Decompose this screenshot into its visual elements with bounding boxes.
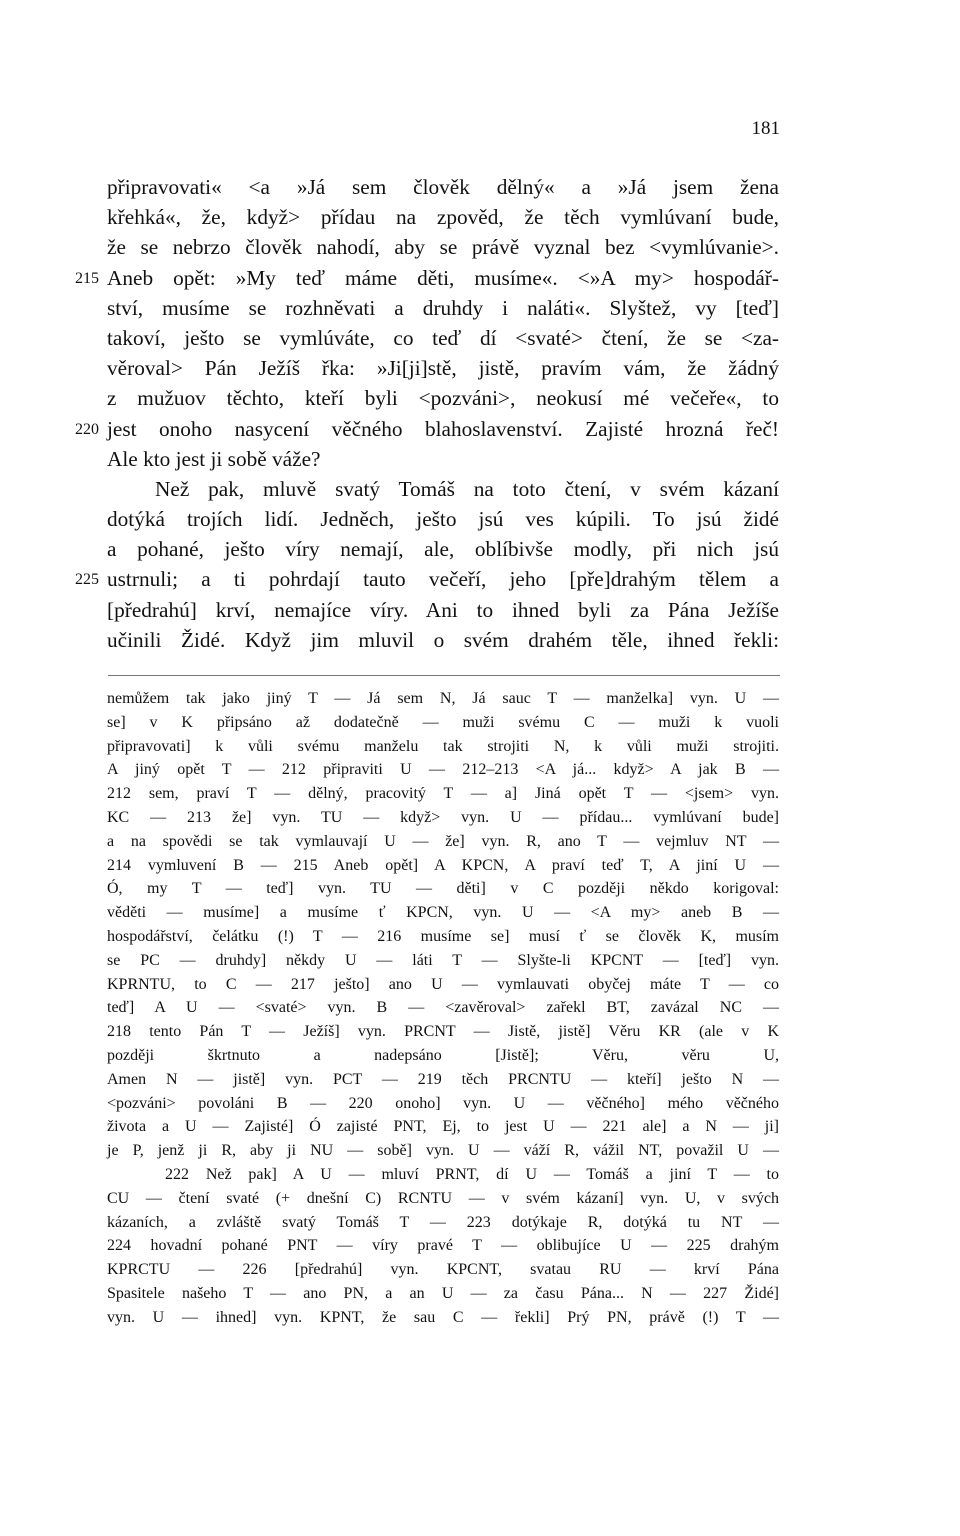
footnote-line: 212 sem, praví T — dělný, pracovitý T — a] Jiná opět T — <jsem> vyn. [107, 785, 779, 803]
line-number: 225 [75, 571, 99, 589]
footnote-line: připravovati] k vůli svému manželu tak strojiti N, k vůli muži strojiti. [107, 737, 779, 755]
footnote-line: kázaních, a zvláště svatý Tomáš T — 223 dotýkaje R, dotýká tu NT — [107, 1213, 779, 1231]
footnote-line: je P, jenž ji R, aby ji NU — sobě] vyn. U — váží R, vážil NT, považil U — [107, 1142, 779, 1160]
footnote-line: KPRCTU — 226 [předrahú] vyn. KPCNT, svatau RU — krví Pána [107, 1261, 779, 1279]
line-text: [předrahú] krví, nemajíce víry. Ani to ihned byli za Pána Ježíše [107, 597, 779, 622]
footnote-line: věděti — musíme] a musíme ť KPCN, vyn. U — <A my> aneb B — [107, 904, 779, 922]
footnote-line: KC — 213 že] vyn. TU — když> vyn. U — přídau... vymlúvaní bude] [107, 808, 779, 826]
line-number: 215 [75, 269, 99, 287]
text-line [107, 595, 779, 625]
text-line [75, 414, 779, 444]
text-line [75, 564, 779, 594]
line-text: že se nebrzo člověk nahodí, aby se právě vyznal bez <vymlúvanie>. [107, 235, 779, 260]
line-text: a pohané, ješto víry nemají, ale, oblíbivše modly, při nich jsú [107, 537, 779, 562]
footnote-line: hospodářství, čelátku (!) T — 216 musíme se] musí ť se člověk K, musím [107, 927, 779, 945]
line-text: ství, musíme se rozhněvati a druhdy i naláti«. Slyštež, vy [teď] [107, 295, 779, 320]
text-line [107, 504, 779, 534]
text-line [107, 202, 779, 232]
line-text: z mužuov těchto, kteří byli <pozváni>, neokusí mé večeře«, to [107, 386, 779, 411]
line-text: věroval> Pán Ježíš řka: »Ji[ji]stě, jistě, pravím vám, že žádný [107, 356, 779, 381]
line-text: křehká«, že, když> přídau na zpověd, že těch vymlúvaní bude, [107, 205, 779, 230]
line-text: učinili Židé. Když jim mluvil o svém drahém těle, ihned řekli: [107, 627, 779, 652]
footnote-line: nemůžem tak jako jiný T — Já sem N, Já sauc T — manželka] vyn. U — [107, 690, 779, 707]
text-line [107, 323, 779, 353]
line-text: jest onoho nasycení věčného blahoslavenství. Zajisté hrozná řeč! [107, 416, 779, 441]
footnote-line: 218 tento Pán T — Ježíš] vyn. PRCNT — Jistě, jistě] Věru KR (ale v K [107, 1023, 779, 1041]
page-number: 181 [751, 118, 780, 139]
text-line [107, 172, 779, 202]
text-line [107, 353, 779, 383]
footnote-line: 224 hovadní pohané PNT — víry pravé T — oblibujíce U — 225 drahým [107, 1237, 779, 1255]
footnote-line: života a U — Zajisté] Ó zajisté PNT, Ej, to jest U — 221 ale] a N — ji] [107, 1118, 779, 1136]
line-text: dotýká trojích lidí. Jedněch, ješto jsú ves kúpili. To jsú židé [107, 507, 779, 532]
footnote-line: Spasitele našeho T — ano PN, a an U — za času Pána... N — 227 Židé] [107, 1284, 779, 1302]
text-line [107, 232, 779, 262]
main-text [75, 172, 779, 655]
footnote-line: KPRNTU, to C — 217 ješto] ano U — vymlauvati obyčej máte T — co [107, 975, 779, 993]
line-text: Aneb opět: »My teď máme děti, musíme«. <»A my> hospodář- [107, 265, 779, 290]
text-line [75, 263, 779, 293]
footnote-line: vyn. U — ihned] vyn. KPNT, že sau C — řekli] Prý PN, právě (!) T — [107, 1308, 779, 1326]
line-text: připravovati« <a »Já sem člověk dělný« a »Já jsem žena [107, 175, 779, 199]
line-text: Ale kto jest ji sobě váže? [107, 446, 321, 471]
footnote-line: se PC — druhdy] někdy U — láti T — Slyšte-li KPCNT — [teď] vyn. [107, 951, 779, 969]
footnote-line: 222 Než pak] A U — mluví PRNT, dí U — Tomáš a jiní T — to [165, 1165, 779, 1183]
line-text: ustrnuli; a ti pohrdají tauto večeří, jeho [pře]drahým tělem a [107, 567, 779, 592]
text-line [107, 293, 779, 323]
footnote-divider [108, 675, 780, 676]
line-number: 220 [75, 420, 99, 438]
footnote-line: 214 vymluvení B — 215 Aneb opět] A KPCN, A praví teď T, A jiní U — [107, 856, 779, 874]
footnote-line: později škrtnuto a nadepsáno [Jistě]; Věru, věru U, [107, 1046, 779, 1064]
footnote-line: Ó, my T — teď] vyn. TU — děti] v C později někdo korigoval: [107, 880, 779, 898]
footnote-line: <pozváni> povoláni B — 220 onoho] vyn. U — věčného] mého věčného [107, 1094, 779, 1112]
footnote-line: se] v K připsáno až dodatečně — muži svému C — muži k vuoli [107, 713, 779, 731]
footnote-line: a na spovědi se tak vymlauvají U — že] vyn. R, ano T — vejmluv NT — [107, 832, 779, 850]
footnote-line: teď] A U — <svaté> vyn. B — <zavěroval> zařekl BT, zavázal NC — [107, 999, 779, 1017]
text-line [107, 534, 779, 564]
footnote-line: A jiný opět T — 212 připraviti U — 212–213 <A já... když> A jak B — [107, 761, 779, 779]
line-text: takoví, ješto se vymlúváte, co teď dí <svaté> čtení, že se <za- [107, 325, 779, 350]
text-line [107, 444, 779, 474]
text-line [107, 625, 779, 655]
footnote-line: Amen N — jistě] vyn. PCT — 219 těch PRCNTU — kteří] ješto N — [107, 1070, 779, 1088]
footnote-line: CU — čtení svaté (+ dnešní C) RCNTU — v svém kázaní] vyn. U, v svých [107, 1189, 779, 1207]
text-line [107, 383, 779, 413]
line-text: Než pak, mluvě svatý Tomáš na toto čtení, v svém kázaní [155, 476, 779, 501]
text-line [107, 474, 779, 504]
footnotes [107, 687, 779, 1330]
